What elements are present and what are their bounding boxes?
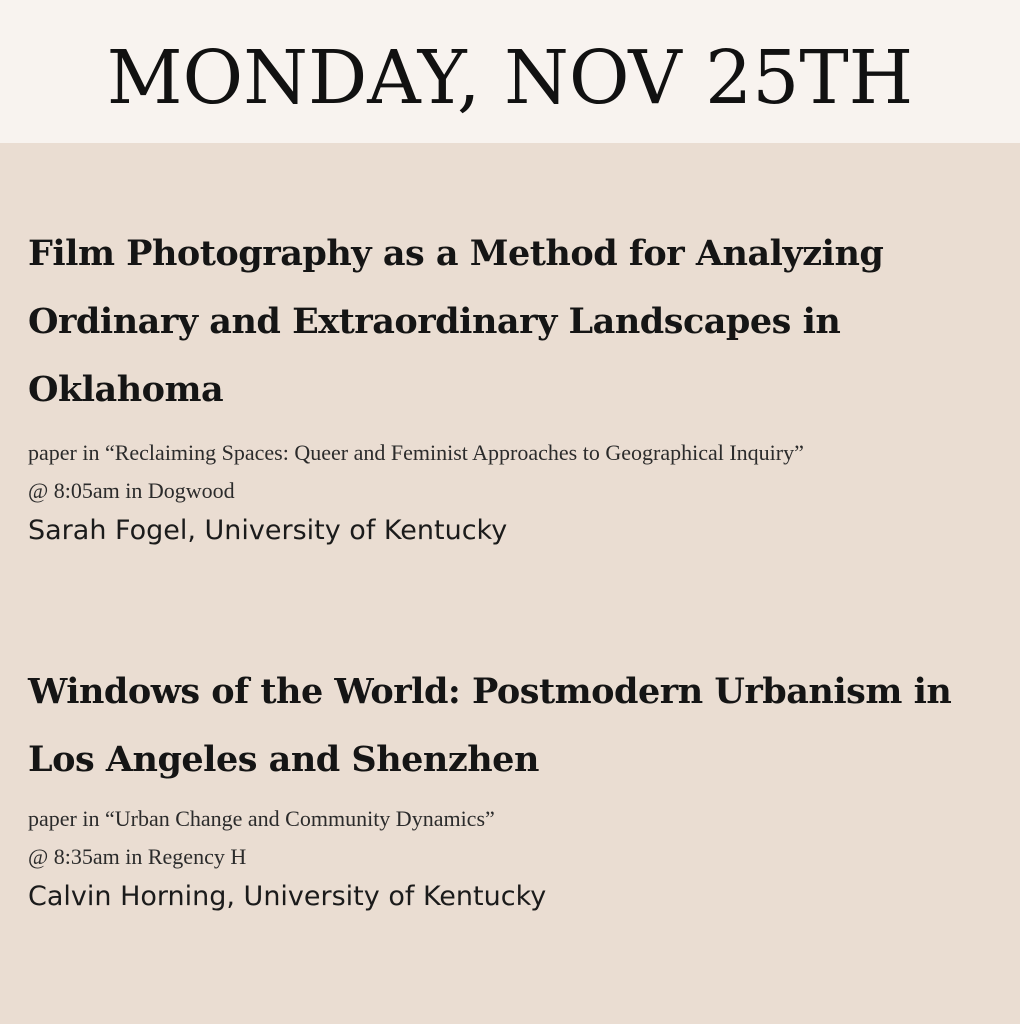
- event-session: paper in “Urban Change and Community Dynamics”: [28, 806, 495, 831]
- event-presenter: Calvin Horning, University of Kentucky: [28, 881, 547, 912]
- page-title: MONDAY, NOV 25TH: [106, 35, 914, 121]
- event-presenter: Sarah Fogel, University of Kentucky: [28, 515, 508, 546]
- event-title: Windows of the World: Postmodern Urbanism in Los Angeles and Shenzhen: [28, 671, 952, 780]
- event-entry: [28, 220, 1008, 552]
- event-time-location: @ 8:35am in Regency H: [28, 844, 247, 869]
- header-band: [0, 0, 1020, 143]
- event-title: Film Photography as a Method for Analyzing Ordinary and Extraordinary Landscapes in Oklahoma: [28, 233, 884, 410]
- event-time-location: @ 8:05am in Dogwood: [28, 478, 235, 503]
- event-session: paper in “Reclaiming Spaces: Queer and Feminist Approaches to Geographical Inquiry”: [28, 440, 804, 465]
- event-entry: [28, 658, 1008, 918]
